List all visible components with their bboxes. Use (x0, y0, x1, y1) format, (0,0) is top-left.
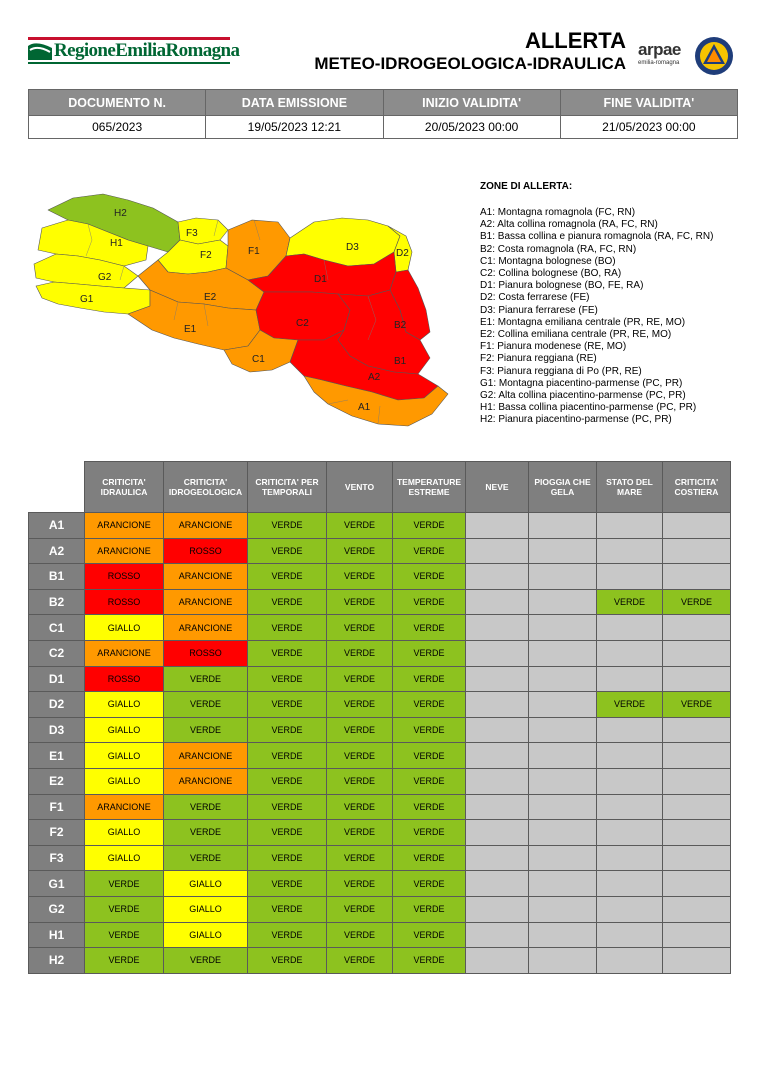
table-row (29, 768, 731, 794)
alert-zones-map (28, 180, 468, 435)
criticality-cell (529, 564, 597, 590)
criticality-cell (466, 820, 529, 846)
criticality-cell: VERDE (248, 589, 327, 615)
table-row (29, 820, 731, 846)
criticality-cell (597, 922, 663, 948)
legend-item: C1: Montagna bolognese (BO) (480, 255, 616, 267)
legend-item: C2: Collina bolognese (BO, RA) (480, 268, 622, 280)
map-label-a2: A2 (368, 372, 381, 383)
criticality-cell: VERDE (393, 538, 466, 564)
criticality-cell (597, 615, 663, 641)
criticality-cell: VERDE (393, 794, 466, 820)
table-row (29, 615, 731, 641)
criticality-cell (529, 871, 597, 897)
criticality-cell (663, 896, 731, 922)
criticality-cell: ROSSO (164, 640, 248, 666)
zone-label: H1 (29, 922, 85, 948)
criticality-cell: VERDE (327, 871, 393, 897)
criticality-cell (597, 564, 663, 590)
criticality-cell (663, 871, 731, 897)
table-row (29, 948, 731, 974)
document-header-row (29, 90, 738, 116)
table-row (29, 717, 731, 743)
criticality-cell: VERDE (393, 743, 466, 769)
criticality-cell (663, 922, 731, 948)
criticality-cell: GIALLO (85, 743, 164, 769)
criticality-cell: GIALLO (164, 896, 248, 922)
criticality-table (28, 461, 731, 974)
document-number: 065/2023 (29, 116, 206, 139)
criticality-cell: VERDE (327, 666, 393, 692)
criticality-cell (466, 743, 529, 769)
criticality-cell: VERDE (248, 820, 327, 846)
criticality-cell (663, 538, 731, 564)
criticality-cell (529, 820, 597, 846)
criticality-cell: VERDE (248, 948, 327, 974)
issue-date: 19/05/2023 12:21 (206, 116, 383, 139)
criticality-cell (663, 820, 731, 846)
criticality-cell: VERDE (393, 896, 466, 922)
criticality-cell: ARANCIONE (164, 513, 248, 539)
criticality-cell: VERDE (393, 871, 466, 897)
criticality-cell: ROSSO (85, 589, 164, 615)
criticality-cell (597, 794, 663, 820)
criticality-cell (466, 768, 529, 794)
criticality-cell (529, 692, 597, 718)
criticality-cell: VERDE (393, 845, 466, 871)
zone-label: D1 (29, 666, 85, 692)
criticality-cell: GIALLO (85, 717, 164, 743)
arpae-logo (638, 41, 690, 71)
criticality-cell (466, 564, 529, 590)
criticality-cell: VERDE (327, 615, 393, 641)
criticality-cell: VERDE (85, 948, 164, 974)
criticality-cell: ROSSO (85, 564, 164, 590)
criticality-cell (466, 513, 529, 539)
criticality-cell: VERDE (164, 820, 248, 846)
criticality-cell (597, 896, 663, 922)
table-row (29, 538, 731, 564)
criticality-cell: VERDE (164, 948, 248, 974)
criticality-cell (663, 666, 731, 692)
criticality-cell: VERDE (248, 564, 327, 590)
criticality-cell: GIALLO (85, 820, 164, 846)
legend-item: B1: Bassa collina e pianura romagnola (RA, FC, RN) (480, 231, 714, 243)
criticality-cell (466, 871, 529, 897)
criticality-header-row (29, 462, 731, 513)
criticality-cell (529, 845, 597, 871)
criticality-cell (663, 948, 731, 974)
criticality-cell (529, 743, 597, 769)
criticality-cell: VERDE (248, 871, 327, 897)
zones-legend (480, 181, 750, 427)
validity-end: 21/05/2023 00:00 (560, 116, 737, 139)
zone-label: B2 (29, 589, 85, 615)
legend-item: G2: Alta collina piacentino-parmense (PC, PR) (480, 390, 686, 402)
criticality-cell: ARANCIONE (164, 564, 248, 590)
map-label-f2: F2 (200, 250, 212, 261)
criticality-cell (466, 717, 529, 743)
legend-item: B2: Costa romagnola (RA, FC, RN) (480, 243, 637, 255)
table-row (29, 666, 731, 692)
criticality-cell (597, 640, 663, 666)
criticality-cell (466, 666, 529, 692)
legend-item: A1: Montagna romagnola (FC, RN) (480, 207, 636, 218)
map-label-d2: D2 (396, 248, 409, 259)
zone-label: D2 (29, 692, 85, 718)
criticality-cell: VERDE (248, 717, 327, 743)
zone-label: E2 (29, 768, 85, 794)
criticality-cell (529, 615, 597, 641)
criticality-cell: ARANCIONE (164, 589, 248, 615)
criticality-cell (529, 768, 597, 794)
table-row (29, 564, 731, 590)
criticality-cell: ARANCIONE (164, 743, 248, 769)
issue-date-header: DATA EMISSIONE (206, 90, 383, 116)
zone-label: G1 (29, 871, 85, 897)
zone-label: A1 (29, 513, 85, 539)
criticality-cell (466, 640, 529, 666)
criticality-cell: VERDE (327, 768, 393, 794)
criticality-cell: ROSSO (164, 538, 248, 564)
criticality-cell: ROSSO (85, 666, 164, 692)
criticality-cell: GIALLO (164, 922, 248, 948)
criticality-cell: GIALLO (85, 615, 164, 641)
zone-label: F3 (29, 845, 85, 871)
criticality-cell: ARANCIONE (85, 538, 164, 564)
legend-item: D2: Costa ferrarese (FE) (480, 292, 590, 304)
legend-item: F3: Pianura reggiana di Po (PR, RE) (480, 365, 642, 377)
criticality-cell: VERDE (327, 692, 393, 718)
criticality-cell: VERDE (164, 692, 248, 718)
criticality-cell: GIALLO (164, 871, 248, 897)
legend-item: E1: Montagna emiliana centrale (PR, RE, MO) (480, 316, 686, 328)
criticality-cell (597, 948, 663, 974)
criticality-cell (663, 564, 731, 590)
criticality-cell: GIALLO (85, 768, 164, 794)
criticality-cell: VERDE (248, 692, 327, 718)
criticality-cell (466, 896, 529, 922)
legend-item: D1: Pianura bolognese (BO, FE, RA) (480, 280, 644, 292)
criticality-cell: VERDE (327, 948, 393, 974)
zone-label: D3 (29, 717, 85, 743)
legend-title: ZONE DI ALLERTA: (480, 181, 573, 192)
map-label-c1: C1 (252, 354, 265, 365)
criticality-cell: VERDE (248, 845, 327, 871)
criticality-cell (663, 768, 731, 794)
zone-c2-area (256, 292, 350, 340)
criticality-cell (597, 871, 663, 897)
table-row (29, 871, 731, 897)
document-number-header: DOCUMENTO N. (29, 90, 206, 116)
criticality-cell: VERDE (85, 896, 164, 922)
criticality-cell (466, 589, 529, 615)
criticality-cell (466, 794, 529, 820)
document-value-row (29, 116, 738, 139)
criticality-cell: VERDE (393, 513, 466, 539)
table-row (29, 640, 731, 666)
criticality-cell (529, 896, 597, 922)
col-header-costiera: CRITICITA' COSTIERA (663, 462, 731, 513)
legend-item: H2: Pianura piacentino-parmense (PC, PR) (480, 414, 672, 426)
criticality-cell: ARANCIONE (164, 615, 248, 641)
col-header-temporali: CRITICITA' PER TEMPORALI (248, 462, 327, 513)
criticality-cell (597, 513, 663, 539)
zone-label: B1 (29, 564, 85, 590)
col-header-idrogeologica: CRITICITA' IDROGEOLOGICA (164, 462, 248, 513)
criticality-cell (597, 820, 663, 846)
table-row (29, 896, 731, 922)
table-row (29, 845, 731, 871)
criticality-cell: VERDE (248, 896, 327, 922)
civil-protection-logo-icon (694, 36, 734, 76)
criticality-cell: VERDE (327, 743, 393, 769)
legend-item: E2: Collina emiliana centrale (PR, RE, MO) (480, 329, 672, 341)
criticality-cell: VERDE (248, 513, 327, 539)
criticality-cell: VERDE (327, 513, 393, 539)
criticality-cell: VERDE (248, 922, 327, 948)
criticality-cell (663, 640, 731, 666)
criticality-cell (466, 615, 529, 641)
criticality-cell (597, 768, 663, 794)
map-label-b2: B2 (394, 320, 407, 331)
criticality-cell (466, 845, 529, 871)
criticality-cell: VERDE (164, 717, 248, 743)
criticality-cell: VERDE (248, 794, 327, 820)
zone-label: F2 (29, 820, 85, 846)
criticality-cell (663, 845, 731, 871)
map-label-f1: F1 (248, 246, 260, 257)
criticality-cell (597, 717, 663, 743)
validity-end-header: FINE VALIDITA' (560, 90, 737, 116)
criticality-cell: VERDE (327, 538, 393, 564)
criticality-cell: VERDE (164, 845, 248, 871)
criticality-cell (663, 743, 731, 769)
criticality-cell: VERDE (393, 692, 466, 718)
criticality-cell: VERDE (327, 564, 393, 590)
criticality-cell (597, 666, 663, 692)
col-header-idraulica: CRITICITA' IDRAULICA (85, 462, 164, 513)
criticality-cell: VERDE (393, 615, 466, 641)
criticality-cell: VERDE (248, 666, 327, 692)
criticality-cell: GIALLO (85, 845, 164, 871)
criticality-cell: VERDE (663, 692, 731, 718)
table-row (29, 589, 731, 615)
legend-item: G1: Montagna piacentino-parmense (PC, PR) (480, 377, 683, 389)
criticality-cell: VERDE (393, 948, 466, 974)
map-label-e1: E1 (184, 324, 197, 335)
zone-label: G2 (29, 896, 85, 922)
criticality-cell: VERDE (663, 589, 731, 615)
criticality-cell: VERDE (597, 692, 663, 718)
table-row (29, 922, 731, 948)
criticality-cell: VERDE (327, 922, 393, 948)
map-label-g2: G2 (98, 272, 112, 283)
criticality-cell (529, 640, 597, 666)
criticality-cell (597, 538, 663, 564)
criticality-cell: VERDE (248, 538, 327, 564)
zone-label: H2 (29, 948, 85, 974)
map-label-d1: D1 (314, 274, 327, 285)
legend-item: F1: Pianura modenese (RE, MO) (480, 341, 627, 353)
criticality-cell: VERDE (393, 564, 466, 590)
criticality-cell (529, 794, 597, 820)
zone-label: C1 (29, 615, 85, 641)
map-label-d3: D3 (346, 242, 359, 253)
criticality-cell: VERDE (327, 845, 393, 871)
criticality-cell (529, 513, 597, 539)
criticality-cell: VERDE (393, 717, 466, 743)
criticality-cell (529, 948, 597, 974)
legend-item: F2: Pianura reggiana (RE) (480, 353, 597, 365)
criticality-cell (663, 615, 731, 641)
criticality-cell (466, 948, 529, 974)
criticality-cell: VERDE (393, 922, 466, 948)
criticality-cell: VERDE (327, 717, 393, 743)
map-label-e2: E2 (204, 292, 217, 303)
table-row (29, 513, 731, 539)
document-info-table (28, 89, 738, 139)
criticality-cell: VERDE (327, 640, 393, 666)
col-header-neve: NEVE (466, 462, 529, 513)
table-row (29, 692, 731, 718)
arpae-sub: emilia-romagna (638, 60, 680, 66)
criticality-cell (597, 743, 663, 769)
table-row (29, 743, 731, 769)
col-header-stato-mare: STATO DEL MARE (597, 462, 663, 513)
criticality-cell (466, 922, 529, 948)
criticality-cell (663, 717, 731, 743)
zone-label: C2 (29, 640, 85, 666)
criticality-cell (529, 922, 597, 948)
criticality-cell: ARANCIONE (85, 513, 164, 539)
criticality-cell (663, 794, 731, 820)
zone-label: F1 (29, 794, 85, 820)
region-logo (28, 37, 240, 65)
map-label-h2: H2 (114, 208, 127, 219)
criticality-cell (529, 666, 597, 692)
criticality-cell: VERDE (248, 743, 327, 769)
criticality-cell: ARANCIONE (164, 768, 248, 794)
criticality-cell (597, 845, 663, 871)
criticality-cell: VERDE (393, 768, 466, 794)
zone-label: E1 (29, 743, 85, 769)
criticality-cell: VERDE (327, 896, 393, 922)
criticality-cell: VERDE (327, 589, 393, 615)
map-label-h1: H1 (110, 238, 123, 249)
criticality-cell (529, 538, 597, 564)
criticality-cell: VERDE (85, 922, 164, 948)
criticality-cell (529, 589, 597, 615)
legend-item: D3: Pianura ferrarese (FE) (480, 304, 598, 316)
page-title: ALLERTA (524, 28, 626, 53)
page-subtitle: METEO-IDROGEOLOGICA-IDRAULICA (314, 54, 626, 73)
criticality-cell: VERDE (248, 768, 327, 794)
region-logo-text: RegioneEmiliaRomagna (54, 40, 240, 61)
criticality-cell: GIALLO (85, 692, 164, 718)
criticality-cell (466, 692, 529, 718)
criticality-cell: VERDE (327, 794, 393, 820)
col-header-temperature: TEMPERATURE ESTREME (393, 462, 466, 513)
arpae-name: arpae (638, 40, 681, 59)
map-label-c2: C2 (296, 318, 309, 329)
criticality-cell (529, 717, 597, 743)
region-flag-icon (28, 42, 52, 60)
criticality-cell: VERDE (85, 871, 164, 897)
map-label-f3: F3 (186, 228, 198, 239)
criticality-cell: VERDE (393, 589, 466, 615)
legend-item: H1: Bassa collina piacentino-parmense (PC, PR) (480, 402, 697, 414)
col-header-vento: VENTO (327, 462, 393, 513)
validity-start: 20/05/2023 00:00 (383, 116, 560, 139)
criticality-cell: VERDE (393, 820, 466, 846)
criticality-cell: VERDE (393, 666, 466, 692)
criticality-cell: ARANCIONE (85, 640, 164, 666)
col-header-pioggia-gela: PIOGGIA CHE GELA (529, 462, 597, 513)
criticality-cell: VERDE (164, 666, 248, 692)
table-row (29, 794, 731, 820)
map-label-b1: B1 (394, 356, 407, 367)
map-label-a1: A1 (358, 402, 371, 413)
criticality-cell: VERDE (248, 640, 327, 666)
map-label-g1: G1 (80, 294, 94, 305)
criticality-cell: VERDE (393, 640, 466, 666)
criticality-cell: VERDE (597, 589, 663, 615)
criticality-cell (466, 538, 529, 564)
zone-label: A2 (29, 538, 85, 564)
validity-start-header: INIZIO VALIDITA' (383, 90, 560, 116)
criticality-cell: VERDE (248, 615, 327, 641)
legend-item: A2: Alta collina romagnola (RA, FC, RN) (480, 219, 658, 231)
corner-cell (29, 462, 85, 513)
criticality-cell: ARANCIONE (85, 794, 164, 820)
criticality-cell: VERDE (327, 820, 393, 846)
criticality-cell: VERDE (164, 794, 248, 820)
criticality-cell (663, 513, 731, 539)
